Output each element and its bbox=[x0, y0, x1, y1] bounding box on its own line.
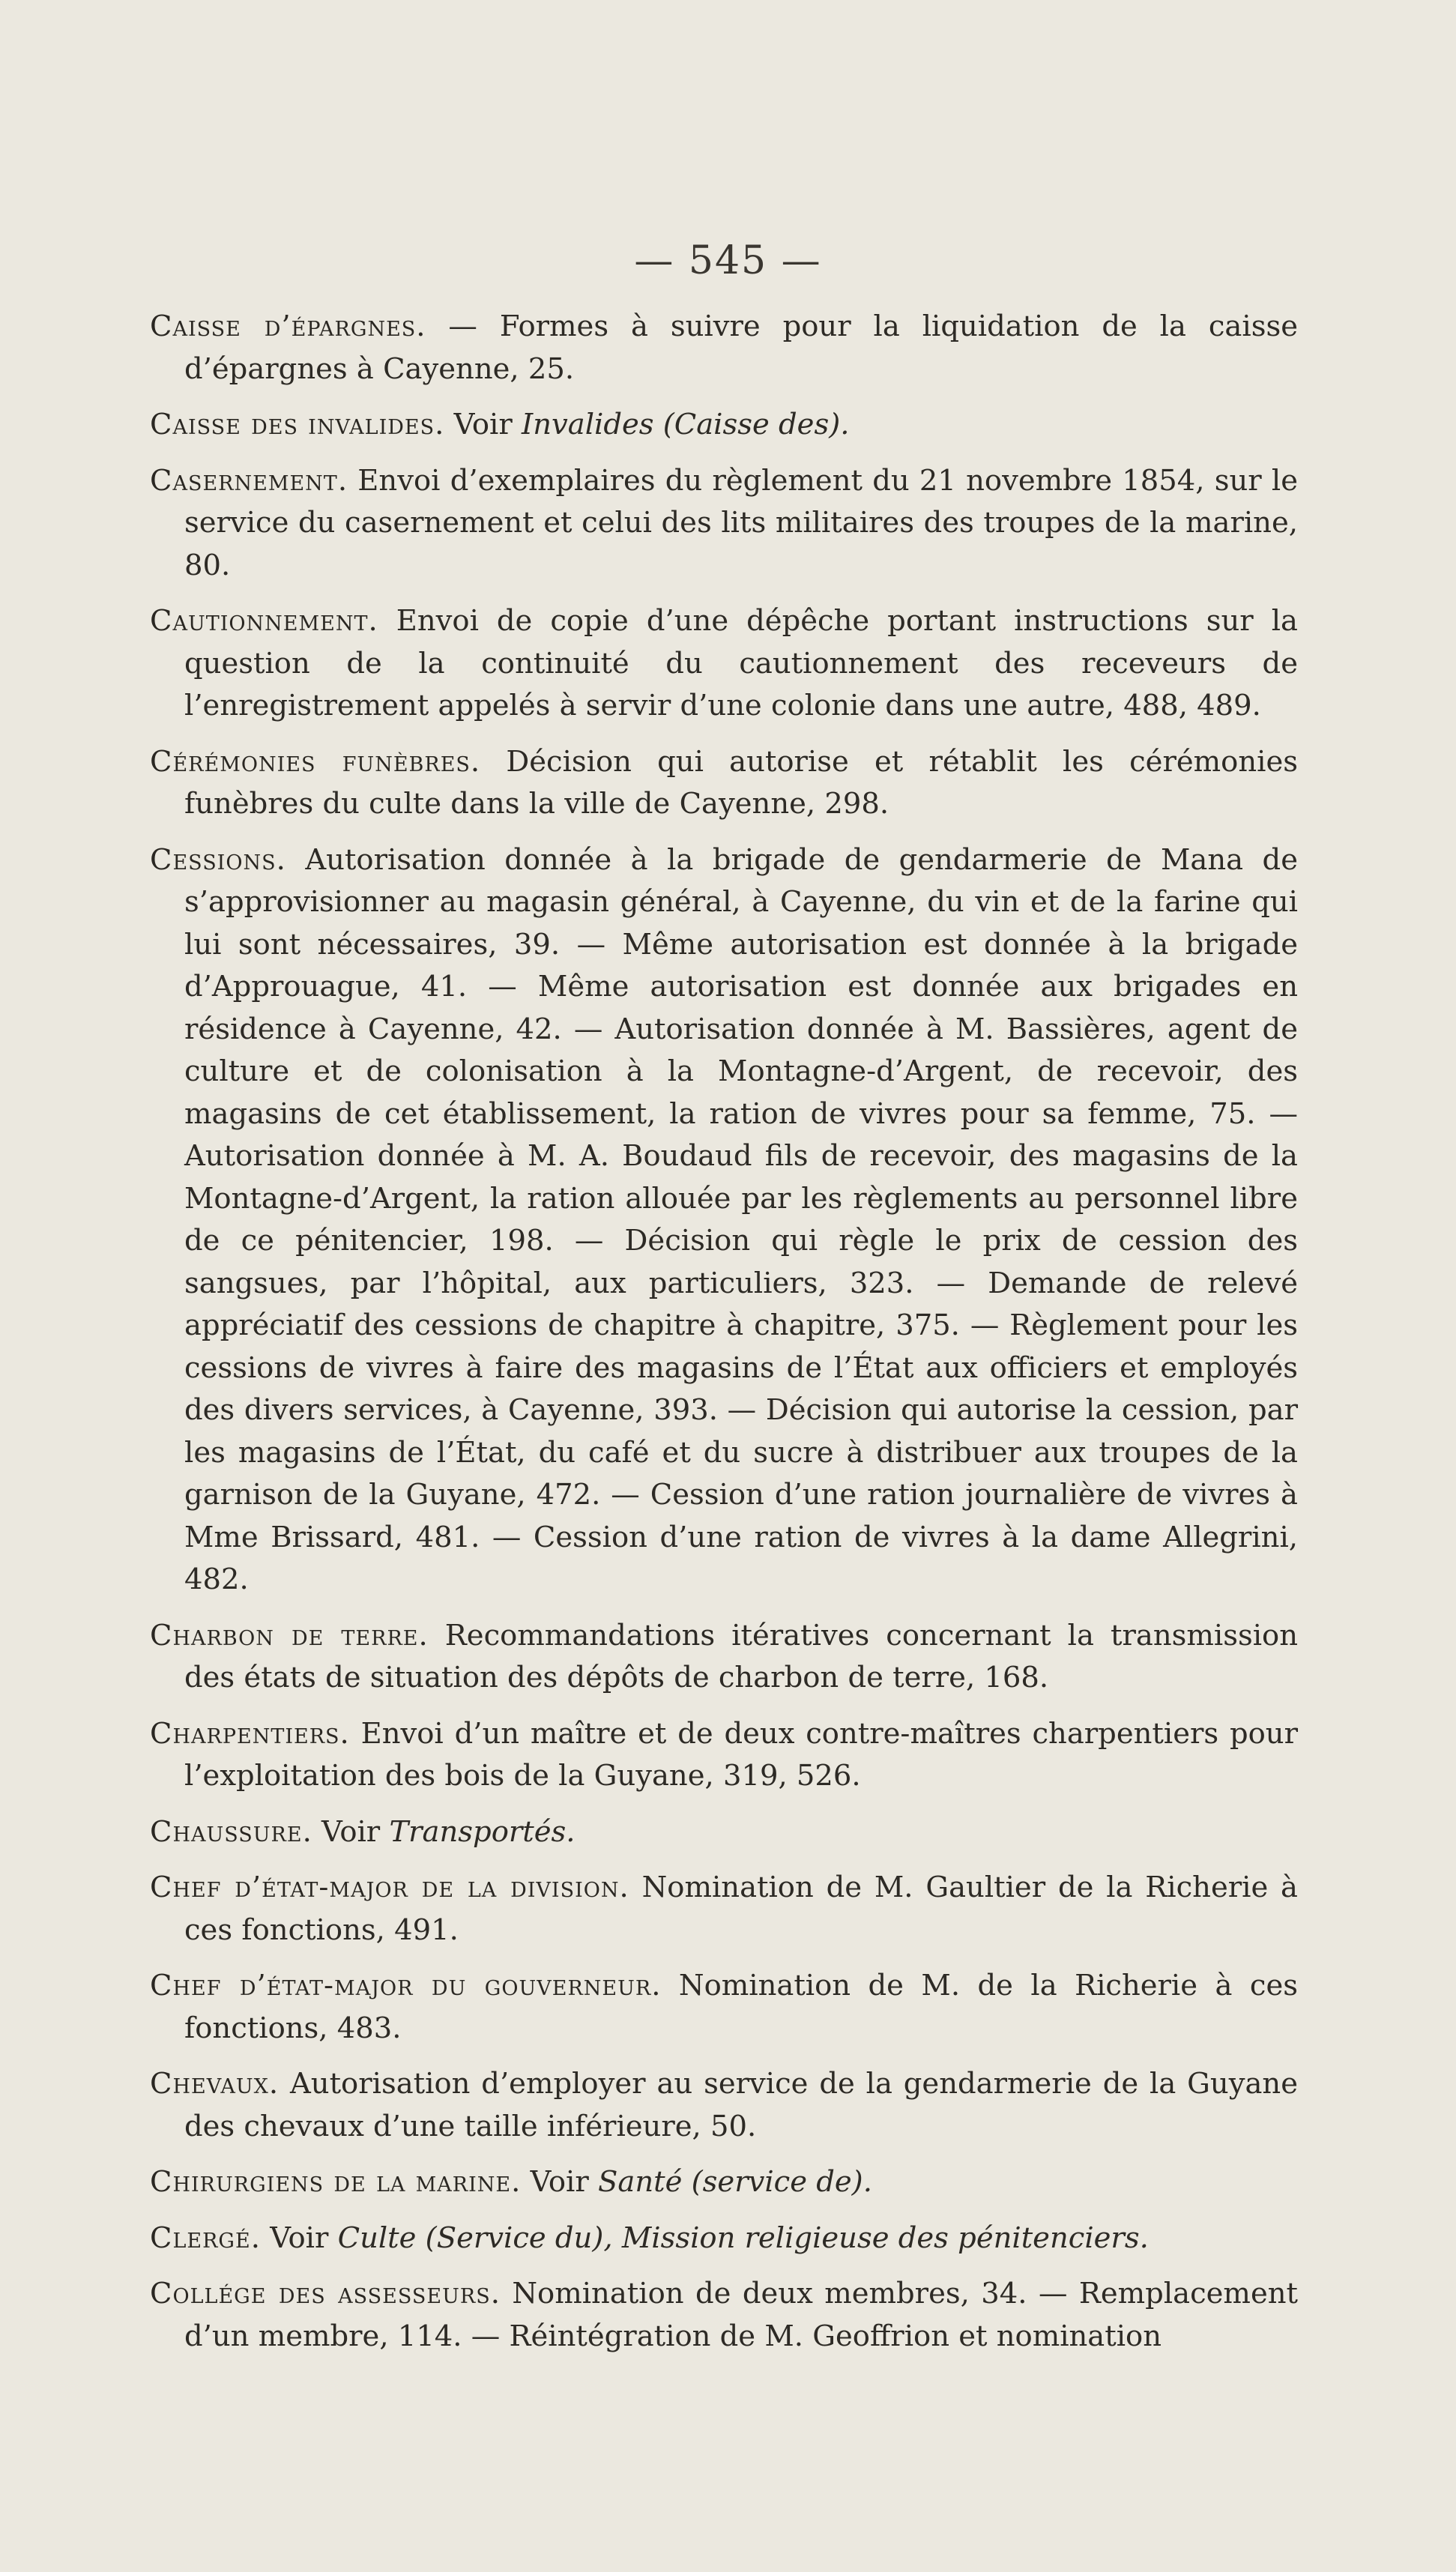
entry-text: Nomination de deux membres, 34. — Remplacement d’un membre, 114. — Réintégration de M. Geoffrion et nomination bbox=[184, 2277, 1298, 2353]
entry-text: Autorisation d’employer au service de la gendarmerie de la Guyane des chevaux d’une taille inférieure, 50. bbox=[184, 2067, 1298, 2143]
entry-heading: Chirurgiens de la marine. bbox=[150, 2165, 522, 2199]
index-entry-chaussure bbox=[150, 1811, 1298, 1854]
index-entry-college-assesseurs bbox=[150, 2273, 1298, 2358]
entry-heading: Collége des assesseurs. bbox=[150, 2277, 501, 2310]
entry-text: Recommandations itératives concernant la transmission des états de situation des dépôts de charbon de terre, 168. bbox=[184, 1618, 1298, 1694]
entry-text: Voir bbox=[521, 2165, 599, 2199]
entry-heading: Cessions. bbox=[150, 842, 286, 877]
index-entry-chevaux bbox=[150, 2063, 1298, 2148]
entry-heading: Cautionnement. bbox=[150, 604, 378, 638]
entry-text: Nomination de M. de la Richerie à ces fonctions, 483. bbox=[184, 1969, 1298, 2045]
index-entry-casernement bbox=[150, 460, 1298, 588]
entry-text: Décision qui autorise et rétablit les cérémonies funèbres du culte dans la ville de Cayenne, 298. bbox=[184, 744, 1298, 821]
entry-heading: Chaussure. bbox=[150, 1814, 312, 1849]
entry-heading: Cérémonies funèbres. bbox=[150, 744, 481, 779]
entry-heading: Chef d’état-major de la division. bbox=[150, 1871, 629, 1904]
index-entry-ceremonies-funebres bbox=[150, 741, 1298, 826]
index-entry-cautionnement bbox=[150, 600, 1298, 728]
entry-cross-reference: Culte (Service du), Mission religieuse des pénitenciers. bbox=[337, 2221, 1149, 2255]
index-entry-caisse-epargnes bbox=[150, 306, 1298, 390]
entry-heading: Chef d’état-major du gouverneur. bbox=[150, 1969, 662, 2002]
index-entry-clerge bbox=[150, 2218, 1298, 2260]
entry-heading: Charpentiers. bbox=[150, 1716, 350, 1751]
entry-heading: Charbon de terre. bbox=[150, 1618, 429, 1652]
entry-text: Envoi d’un maître et de deux contre-maîtres charpentiers pour l’exploitation des bois de la Guyane, 319, 526. bbox=[184, 1716, 1298, 1793]
entry-cross-reference: Invalides (Caisse des). bbox=[521, 408, 850, 441]
page-number: — 545 — bbox=[634, 238, 822, 283]
index-entry-cessions bbox=[150, 839, 1298, 1602]
index-entry-chirurgiens-marine bbox=[150, 2161, 1298, 2204]
entry-heading: Casernement. bbox=[150, 463, 348, 498]
entry-text: Voir bbox=[444, 408, 522, 441]
entry-text: Envoi d’exemplaires du règlement du 21 novembre 1854, sur le service du casernement et celui des lits militaires des troupes de la marine, 80. bbox=[184, 463, 1298, 582]
entry-text: Nomination de M. Gaultier de la Richerie à ces fonctions, 491. bbox=[184, 1871, 1299, 1947]
entry-cross-reference: Santé (service de). bbox=[598, 2165, 872, 2199]
index-entry-charbon-de-terre bbox=[150, 1615, 1298, 1700]
index-entry-chef-etat-major-division bbox=[150, 1867, 1298, 1951]
entry-cross-reference: Transportés. bbox=[389, 1814, 576, 1849]
entry-heading: Clergé. bbox=[150, 2221, 261, 2255]
entry-text: Autorisation donnée à la brigade de gendarmerie de Mana de s’approvisionner au magasin général, à Cayenne, du vin et de la farine qui lui sont nécessaires, 39. — Même autorisation est donnée à la brigade d’Approuague, 41. — Même autorisation est donnée aux brigades en résidence à Cayenne, 42. — Autorisation donnée à M. Bassières, agent de culture et de colonisation à la Montagne-d’Argent, de recevoir, des magasins de cet établissement, la ration de vivres pour sa femme, 75. — Autorisation donnée à M. A. Boudaud fils de recevoir, des magasins de la Montagne-d’Argent, la ration allouée par les règlements au personnel libre de ce pénitencier, 198. — Décision qui règle le prix de cession des sangsues, par l’hôpital, aux particuliers, 323. — Demande de relevé appréciatif des cessions de chapitre à chapitre, 375. — Règlement pour les cessions de vivres à faire des magasins de l’État aux officiers et employés des divers services, à Cayenne, 393. — Décision qui autorise la cession, par les magasins de l’État, du café et du sucre à distribuer aux troupes de la garnison de la Guyane, 472. — Cession d’une ration journalière de vivres à Mme Brissard, 481. — Cession d’une ration de vivres à la dame Allegrini, 482. bbox=[184, 842, 1298, 1596]
entry-text: Envoi de copie d’une dépêche portant instructions sur la question de la continuité du cautionnement des receveurs de l’enregistrement appelés à servir d’une colonie dans une autre, 488, 489. bbox=[184, 604, 1298, 722]
entry-heading: Chevaux. bbox=[150, 2067, 280, 2101]
entry-heading: Caisse d’épargnes. bbox=[150, 310, 426, 343]
index-entry-chef-etat-major-gouverneur bbox=[150, 1965, 1298, 2050]
entry-text: — Formes à suivre pour la liquidation de la caisse d’épargnes à Cayenne, 25. bbox=[184, 310, 1298, 386]
index-entry-caisse-invalides bbox=[150, 404, 1298, 447]
entry-text: Voir bbox=[312, 1814, 390, 1849]
index-entry-charpentiers bbox=[150, 1713, 1298, 1798]
index-entries bbox=[150, 306, 1298, 2358]
entry-text: Voir bbox=[260, 2221, 338, 2255]
entry-heading: Caisse des invalides. bbox=[150, 408, 445, 441]
